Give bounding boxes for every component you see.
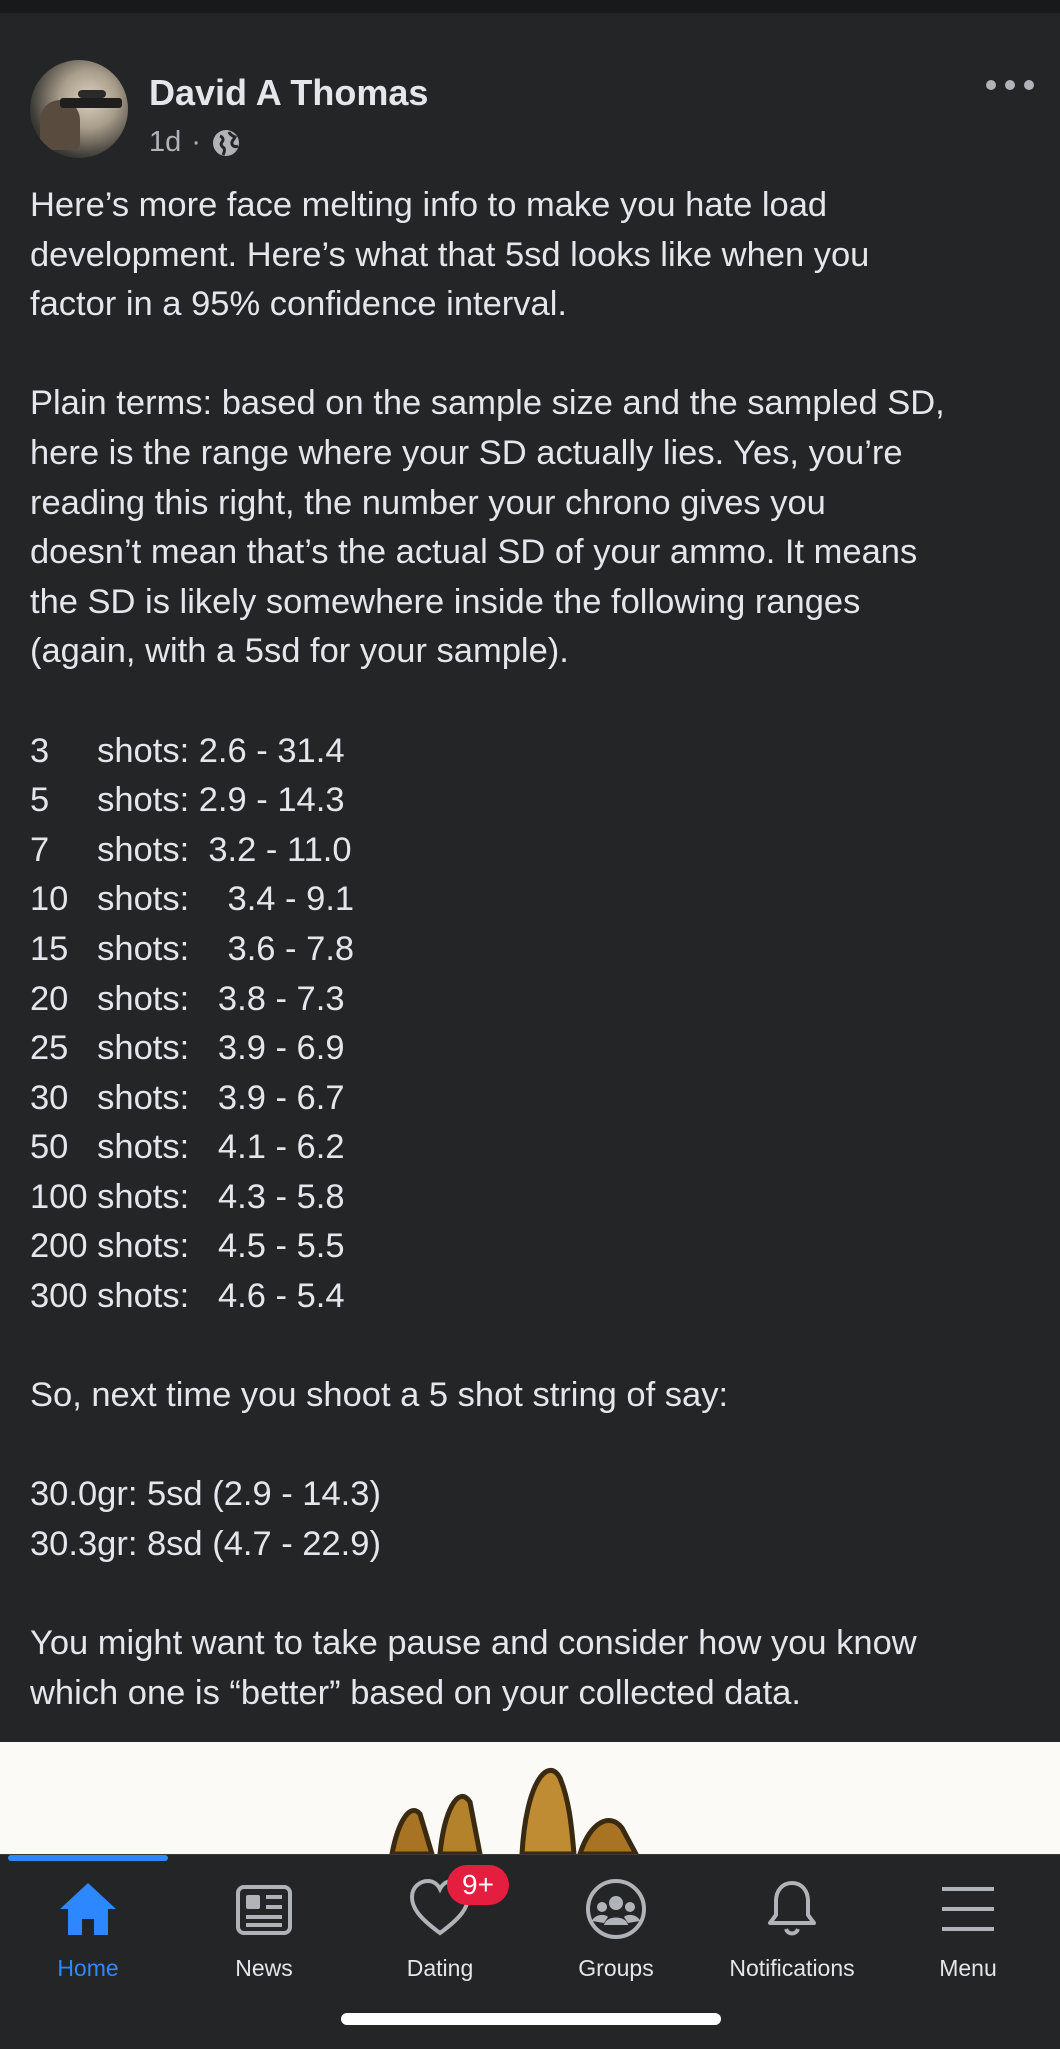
groups-icon <box>584 1877 648 1941</box>
post-line: here is the range where your SD actually lies. Yes, you’re <box>30 433 903 472</box>
nav-notifications-label: Notifications <box>729 1955 855 1981</box>
post-line: the SD is likely somewhere inside the following ranges <box>30 582 861 621</box>
sd-range-row: 20 shots: 3.8 - 7.3 <box>30 979 345 1018</box>
bell-icon <box>760 1877 824 1941</box>
sd-range-row: 25 shots: 3.9 - 6.9 <box>30 1029 345 1068</box>
sd-range-row: 300 shots: 4.6 - 5.4 <box>30 1277 345 1316</box>
sd-range-row: 50 shots: 4.1 - 6.2 <box>30 1128 345 1167</box>
load-row: 30.3gr: 8sd (4.7 - 22.9) <box>30 1525 381 1564</box>
post-line: doesn’t mean that’s the actual SD of your ammo. It means <box>30 533 918 572</box>
post-paragraph <box>30 1619 1040 1718</box>
globe-icon <box>211 128 241 158</box>
load-comparison <box>30 1470 1040 1569</box>
status-bar <box>0 0 1060 13</box>
sd-range-list <box>30 727 1040 1322</box>
post-line: So, next time you shoot a 5 shot string of say: <box>30 1376 729 1415</box>
sd-range-row: 3 shots: 2.6 - 31.4 <box>30 731 345 770</box>
load-row: 30.0gr: 5sd (2.9 - 14.3) <box>30 1475 381 1514</box>
sd-range-row: 15 shots: 3.6 - 7.8 <box>30 929 355 968</box>
avatar-scope <box>78 90 106 98</box>
post-text <box>30 181 1040 1718</box>
avatar-rifle <box>60 98 122 108</box>
post-meta <box>149 126 241 159</box>
sd-range-row: 100 shots: 4.3 - 5.8 <box>30 1177 345 1216</box>
more-dot <box>986 80 996 90</box>
post-line: factor in a 95% confidence interval. <box>30 285 567 324</box>
news-icon <box>232 1877 296 1941</box>
dating-badge: 9+ <box>447 1865 509 1905</box>
active-tab-indicator <box>8 1855 168 1861</box>
nav-menu[interactable] <box>880 1877 1056 1987</box>
author-name[interactable]: David A Thomas <box>149 72 429 113</box>
nav-menu-label: Menu <box>939 1955 997 1981</box>
more-dot <box>1024 80 1034 90</box>
nav-home-label: Home <box>57 1955 119 1981</box>
sd-range-row: 30 shots: 3.9 - 6.7 <box>30 1078 345 1117</box>
post-line: reading this right, the number your chrono gives you <box>30 483 826 522</box>
sd-range-row: 5 shots: 2.9 - 14.3 <box>30 781 345 820</box>
post-line: which one is “better” based on your collected data. <box>30 1673 801 1712</box>
avatar[interactable] <box>30 60 128 158</box>
home-indicator[interactable] <box>341 2013 721 2025</box>
nav-dating-label: Dating <box>406 1955 474 1981</box>
post-image-graphic <box>0 1742 1060 1854</box>
sd-range-row: 200 shots: 4.5 - 5.5 <box>30 1227 345 1266</box>
nav-news[interactable] <box>176 1877 352 1987</box>
nav-home[interactable] <box>0 1877 176 1987</box>
menu-icon <box>936 1877 1000 1941</box>
sd-range-row: 7 shots: 3.2 - 11.0 <box>30 830 352 869</box>
post-image[interactable] <box>0 1742 1060 1854</box>
more-dot <box>1005 80 1015 90</box>
post-line: (again, with a 5sd for your sample). <box>30 632 569 671</box>
meta-separator: · <box>191 126 201 158</box>
post-paragraph <box>30 181 1040 330</box>
post-line: development. Here’s what that 5sd looks like when you <box>30 235 870 274</box>
nav-groups-label: Groups <box>578 1955 654 1981</box>
post-paragraph <box>30 1371 1040 1421</box>
home-icon <box>56 1877 120 1941</box>
post-paragraph <box>30 379 1040 677</box>
more-options-icon[interactable] <box>986 70 1034 100</box>
post-line: You might want to take pause and consider how you know <box>30 1624 917 1663</box>
sd-range-row: 10 shots: 3.4 - 9.1 <box>30 880 355 919</box>
nav-notifications[interactable] <box>704 1877 880 1987</box>
post-line: Plain terms: based on the sample size and the sampled SD, <box>30 384 945 423</box>
post-time[interactable]: 1d <box>149 126 182 158</box>
post-line: Here’s more face melting info to make you hate load <box>30 186 828 224</box>
nav-news-label: News <box>235 1955 293 1981</box>
nav-groups[interactable] <box>528 1877 704 1987</box>
